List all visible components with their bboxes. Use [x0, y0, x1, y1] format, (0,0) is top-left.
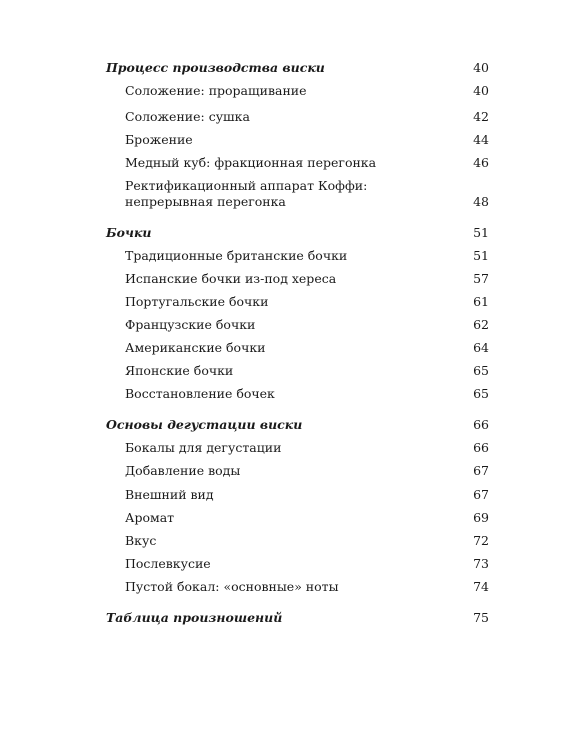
- toc-entry-title: Восстановление бочек: [125, 386, 275, 401]
- toc-entry-title: Традиционные британские бочки: [125, 248, 348, 263]
- toc-section-page: 51: [473, 225, 489, 240]
- toc-entry-title: Французские бочки: [125, 317, 256, 332]
- toc-entry-page: 46: [473, 155, 489, 170]
- toc-entry-title: Вкус: [125, 533, 157, 548]
- toc-entry-page: 62: [473, 317, 489, 332]
- toc-entry-title: Послевкусие: [125, 556, 211, 571]
- toc-entry-page: 67: [473, 463, 489, 478]
- toc-entry-page: 42: [473, 109, 489, 124]
- toc-entry-page: 65: [473, 386, 489, 401]
- toc-entry-title: Брожение: [125, 132, 193, 147]
- toc-entry-page: 57: [473, 271, 489, 286]
- toc-entry-title: Внешний вид: [125, 487, 214, 502]
- toc-entry-title: Соложение: сушка: [125, 109, 250, 124]
- toc-entry-page: 69: [473, 510, 489, 525]
- toc-entry-page: 51: [473, 248, 489, 263]
- toc-entry-title: Добавление воды: [125, 463, 241, 478]
- toc-entry-title: [125, 178, 367, 210]
- toc-section-title: Бочки: [106, 225, 152, 240]
- toc-entry-title: Бокалы для дегустации: [125, 440, 282, 455]
- toc-section-title: Основы дегустации виски: [106, 417, 303, 432]
- toc-entry-title: Аромат: [125, 510, 175, 525]
- toc-entry-title: Японские бочки: [125, 363, 234, 378]
- toc-entry-title: Пустой бокал: «основные» ноты: [125, 579, 339, 594]
- toc-entry-title: Американские бочки: [125, 340, 266, 355]
- toc-entry-page: 74: [473, 579, 489, 594]
- toc-entry-page: 65: [473, 363, 489, 378]
- toc-entry-page: 40: [473, 83, 489, 98]
- toc-entry-page: 72: [473, 533, 489, 548]
- toc-entry-page: 64: [473, 340, 489, 355]
- toc-section-page: 75: [473, 610, 489, 625]
- toc-entry-title-line2: непрерывная перегонка: [125, 194, 286, 209]
- toc-entry-title-line1: Ректификационный аппарат Коффи:: [125, 178, 368, 193]
- toc-entry-page: 67: [473, 487, 489, 502]
- toc-entry-page: 66: [473, 440, 489, 455]
- toc-section-page: 40: [473, 60, 489, 75]
- toc-entry-page: 61: [473, 294, 489, 309]
- toc-entry-page: 73: [473, 556, 489, 571]
- toc-entry-title: Испанские бочки из-под хереса: [125, 271, 337, 286]
- toc-section-title: Процесс производства виски: [106, 60, 325, 75]
- toc-entry-title: Соложение: проращивание: [125, 83, 307, 98]
- toc-section-title: Таблица произношений: [106, 610, 283, 625]
- toc-entry-page: 48: [473, 194, 489, 209]
- toc-entry-title: Медный куб: фракционная перегонка: [125, 155, 377, 170]
- toc-entry-title: Португальские бочки: [125, 294, 269, 309]
- toc-entry-page: 44: [473, 132, 489, 147]
- toc-section-page: 66: [473, 417, 489, 432]
